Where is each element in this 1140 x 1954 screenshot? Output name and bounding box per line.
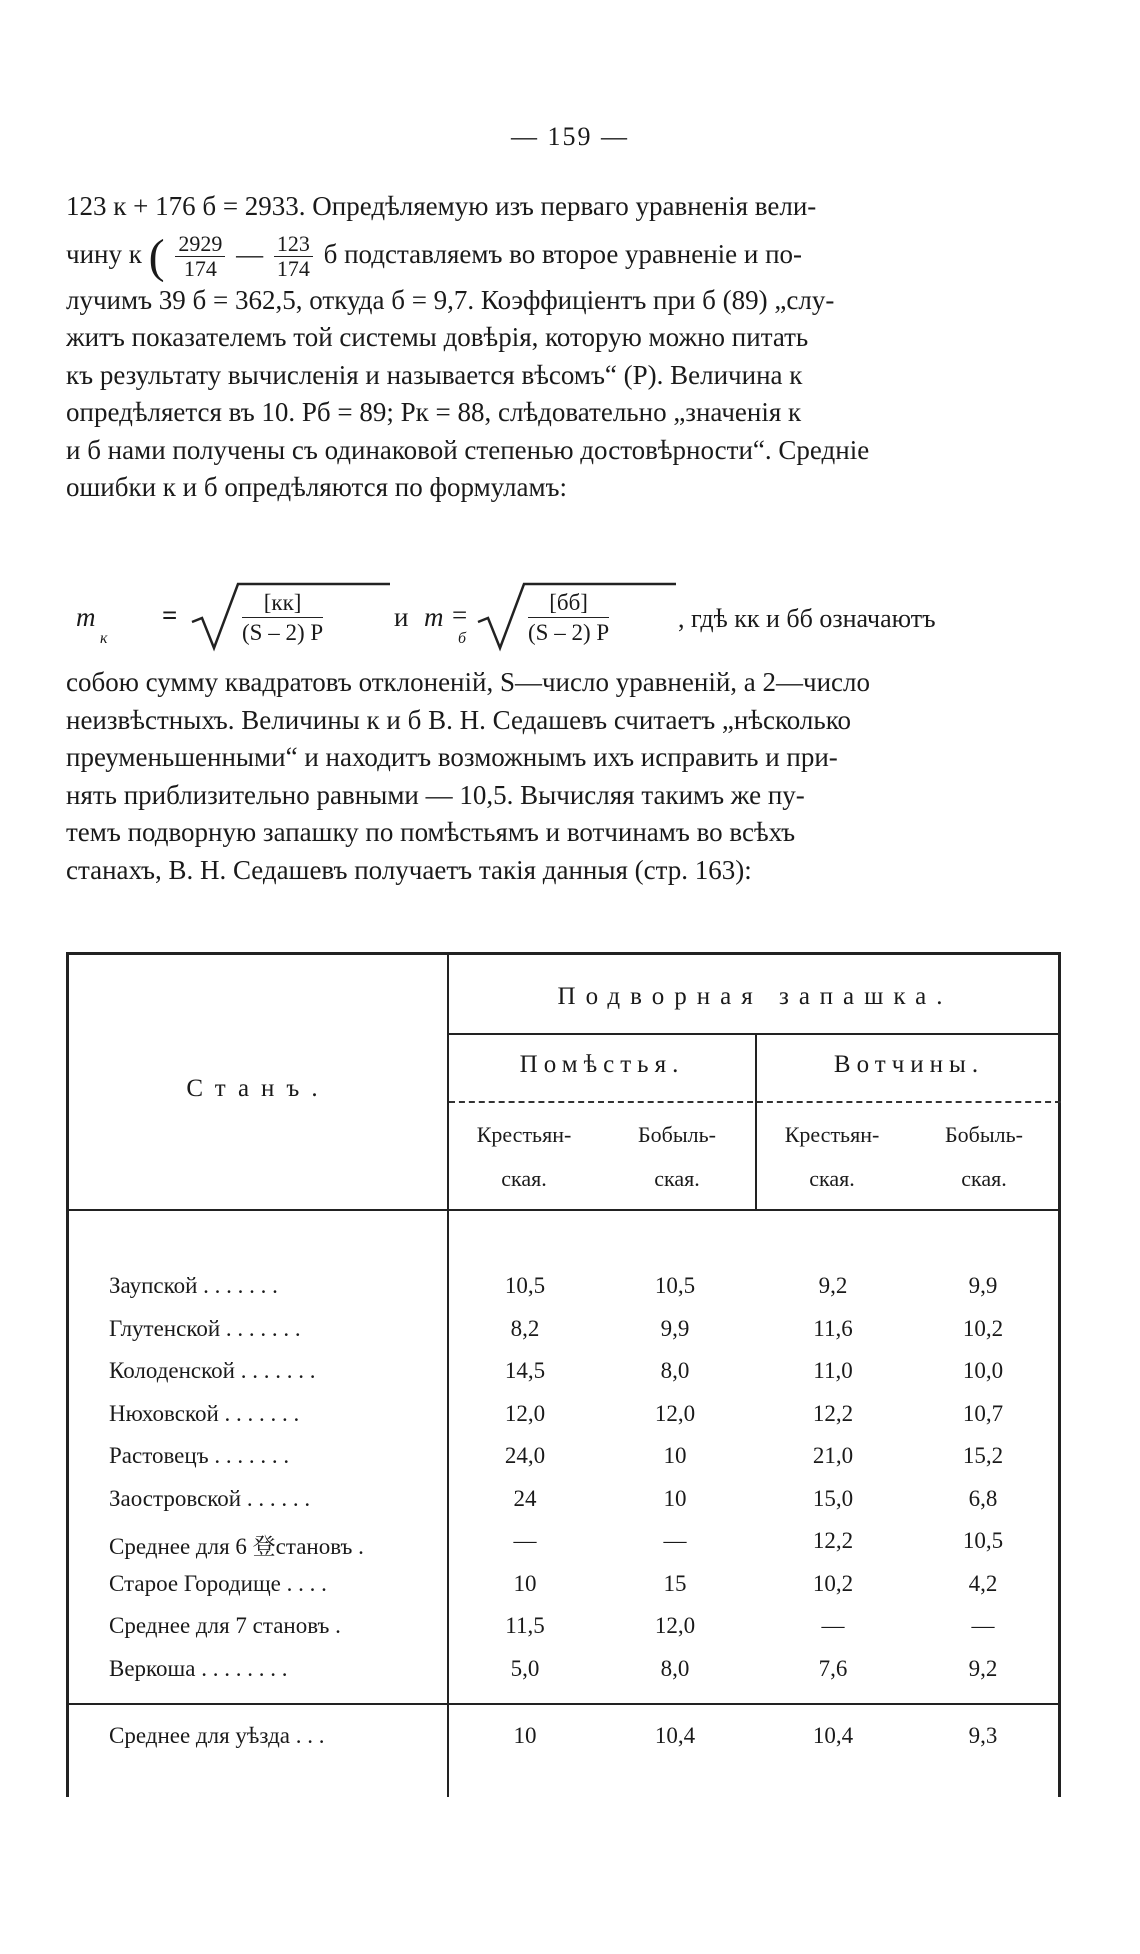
table-row-cell: 8,0 — [660, 1655, 690, 1681]
total-rule — [69, 1703, 1061, 1705]
formula-and: и — [394, 602, 409, 632]
col-header-4-line1: Бобыль- — [945, 1122, 1023, 1147]
sqrt-k-denominator: (S – 2) P — [242, 620, 324, 645]
col-header-4-line2: ская. — [961, 1166, 1007, 1191]
header-rule — [449, 1033, 1061, 1035]
table-row-cell: 15,0 — [812, 1485, 854, 1511]
table-row-cell: 11,6 — [813, 1315, 853, 1341]
group-header-votchiny: Вотчины. — [833, 1051, 985, 1078]
sqrt-b-denominator: (S – 2) P — [528, 620, 610, 645]
table-row-cell: 10,5 — [654, 1273, 696, 1298]
table-row-cell: 10,2 — [962, 1315, 1004, 1341]
col-header-2-line2: ская. — [654, 1166, 700, 1191]
formula-trailing-text: , гдѣ кк и бб означаютъ — [678, 604, 936, 633]
formula-sub-b: б — [458, 630, 467, 647]
table-row-cell: 9,9 — [968, 1273, 998, 1298]
table-row-cell: 12,0 — [654, 1400, 696, 1426]
table-row-cell: 24,0 — [504, 1443, 546, 1468]
table-row-label: Нюховской . . . . . . . — [109, 1400, 300, 1426]
col-header-1-line2: ская. — [501, 1166, 547, 1191]
sqrt-b-fraction — [528, 588, 609, 647]
error-formulas — [66, 578, 1066, 656]
text-fragment: б подставляемъ во второе уравненіе и по- — [323, 238, 803, 269]
table-row-cell: — — [821, 1613, 845, 1638]
total-row-cell: 10 — [513, 1723, 537, 1748]
table-row-cell: 4,2 — [968, 1570, 998, 1596]
total-row-cell: 9,3 — [968, 1723, 998, 1748]
table-row-cell: 8,2 — [510, 1315, 540, 1341]
col-header-2-line1: Бобыль- — [638, 1122, 716, 1147]
table-row-cell: 8,0 — [660, 1358, 690, 1383]
total-row-label: Среднее для уѣзда . . . — [109, 1723, 325, 1748]
sqrt-k-fraction — [242, 588, 323, 647]
continuation-paragraph — [66, 664, 1066, 889]
total-row-cell: 10,4 — [812, 1723, 854, 1748]
table-row-cell: — — [513, 1528, 537, 1553]
col-header-2 — [599, 1113, 755, 1201]
text-line: и б нами получены съ одинаковой степенью достовѣрности“. Средніе — [66, 434, 870, 465]
main-header: Подворная запашка. — [557, 983, 953, 1010]
group-header-pomestya: Помѣстья. — [519, 1051, 685, 1078]
table-row-label: Старое Городище . . . . — [109, 1570, 327, 1596]
formula-equals: = — [162, 600, 178, 630]
table-row-cell: 10 — [663, 1443, 687, 1468]
table-row-label: Среднее для 6 登становъ . — [109, 1534, 364, 1559]
table-row-cell: 10,0 — [962, 1358, 1004, 1383]
table-row-cell: 11,5 — [505, 1613, 545, 1638]
col-header-1 — [449, 1113, 599, 1201]
table-row-cell: 21,0 — [812, 1443, 854, 1468]
table-row-cell: 7,6 — [818, 1655, 848, 1681]
text-line: преуменьшенными“ и находитъ возможнымъ ихъ исправить и при- — [66, 742, 838, 772]
text-fragment: чину к — [66, 238, 142, 269]
table-row-cell: 15 — [663, 1570, 687, 1596]
table-row-cell: 10 — [663, 1485, 687, 1511]
table-row-cell: 10,7 — [962, 1400, 1004, 1426]
table-row-cell: 12,0 — [504, 1400, 546, 1426]
table-row-cell: — — [971, 1613, 995, 1638]
minus-sign: — — [236, 238, 264, 269]
table-row-cell: 12,0 — [654, 1613, 696, 1638]
table-row-cell: 24 — [513, 1485, 537, 1511]
text-line: къ результату вычисленія и называется вѣсомъ“ (Р). Величина к — [66, 359, 803, 390]
col-header-4 — [907, 1113, 1061, 1201]
col-header-3 — [757, 1113, 907, 1201]
text-line: лучимъ 39 б = 362,5, откуда б = 9,7. Коэффиціентъ при б (89) „слу- — [66, 284, 835, 315]
table-row-cell: 6,8 — [968, 1485, 998, 1511]
col-header-3-line1: Крестьян- — [784, 1122, 880, 1147]
text-line-with-fraction — [66, 226, 1066, 282]
fraction-b-denominator: 174 — [276, 255, 310, 281]
table-row-label: Заупской . . . . . . . — [109, 1273, 278, 1298]
col-header-1-line1: Крестьян- — [476, 1122, 572, 1147]
sqrt-k-numerator: [кк] — [242, 588, 323, 618]
table-row-label: Заостровской . . . . . . — [109, 1485, 311, 1511]
sqrt-b — [476, 582, 676, 648]
table-row-cell: 10,5 — [504, 1273, 546, 1298]
page-number: — 159 — — [511, 122, 629, 151]
data-table — [66, 952, 1061, 1797]
table-row-cell: 14,5 — [504, 1358, 546, 1383]
text-line: неизвѣстныхъ. Величины к и б В. Н. Седашевъ считаетъ „нѣсколько — [66, 704, 851, 735]
stub-header: Станъ. — [186, 1075, 330, 1102]
table-row-cell: 11,0 — [813, 1358, 853, 1383]
formula-sub-k: к — [100, 630, 108, 647]
table-row-label: Растовецъ . . . . . . . — [109, 1443, 290, 1468]
text-line: собою сумму квадратовъ отклоненій, S—число уравненій, а 2—число — [66, 667, 870, 697]
table-row-cell: 10,5 — [962, 1528, 1004, 1553]
formula-equals: = — [452, 600, 468, 630]
text-line: станахъ, В. Н. Седашевъ получаетъ такія данныя (стр. 163): — [66, 854, 752, 885]
table-row-cell: 12,2 — [812, 1528, 854, 1553]
text-line: нять приблизительно равными — 10,5. Вычисляя такимъ же пу- — [66, 779, 805, 810]
table-row-label: Веркоша . . . . . . . . — [109, 1655, 288, 1681]
total-row-cell: 10,4 — [654, 1723, 696, 1748]
table-row-label: Колоденской . . . . . . . — [109, 1358, 316, 1383]
table-row-cell: 9,2 — [818, 1273, 848, 1298]
text-line: ошибки к и б опредѣляются по формуламъ: — [66, 472, 568, 502]
intro-paragraph — [66, 188, 1066, 507]
table-row-label: Глутенской . . . . . . . — [109, 1315, 301, 1341]
text-line: 123 к + 176 б = 2933. Опредѣляемую изъ перваго уравненія вели- — [66, 191, 817, 221]
text-line: темъ подворную запашку по помѣстьямъ и вотчинамъ во всѣхъ — [66, 817, 796, 847]
table-row-label: Среднее для 7 становъ . — [109, 1613, 341, 1638]
fraction-a-denominator: 174 — [183, 255, 217, 281]
table-row-cell: 5,0 — [510, 1655, 540, 1681]
text-line: опредѣляется въ 10. Рб = 89; Рк = 88, слѣдовательно „значенія к — [66, 397, 802, 427]
table-row-cell: 15,2 — [962, 1443, 1004, 1468]
table-row-cell: — — [663, 1528, 687, 1553]
fraction-a — [175, 232, 225, 281]
fraction-a-numerator: 2929 — [175, 232, 225, 257]
header-bottom-rule — [69, 1209, 1061, 1211]
fraction-b-numerator: 123 — [274, 232, 313, 257]
sqrt-b-numerator: [бб] — [528, 588, 609, 618]
table-row-cell: 9,2 — [968, 1655, 998, 1681]
table-row-cell: 12,2 — [812, 1400, 854, 1426]
table-row-cell: 9,9 — [660, 1315, 690, 1341]
group-rule — [449, 1101, 1061, 1103]
col-header-3-line2: ская. — [809, 1166, 855, 1191]
table-row-cell: 10,2 — [812, 1570, 854, 1596]
sqrt-k — [190, 582, 390, 648]
fraction-b — [274, 232, 313, 281]
formula-m-b: m — [424, 602, 444, 632]
left-paren: ( — [148, 229, 165, 282]
formula-m-k: m — [76, 602, 96, 632]
table-row-cell: 10 — [513, 1570, 537, 1596]
text-line: житъ показателемъ той системы довѣрія, которую можно питать — [66, 322, 809, 352]
